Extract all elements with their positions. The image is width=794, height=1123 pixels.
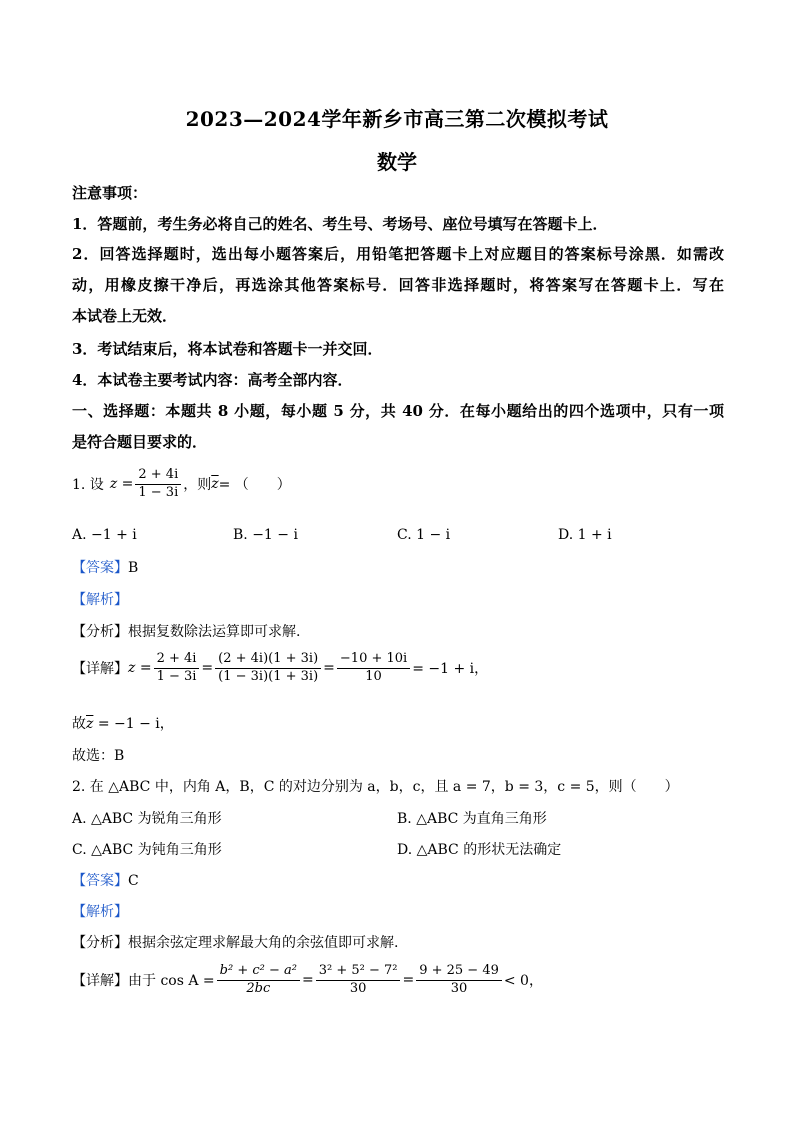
q1-detail-f2-den: (1 − 3i)(1 + 3i) — [218, 668, 319, 684]
q2-detail-fraction-2 — [316, 964, 401, 997]
q2-analysis-row — [72, 901, 128, 921]
q1-fenxi-row — [72, 621, 300, 641]
q2-answer: C — [128, 873, 139, 889]
section-heading-line-2: 是符合题目要求的． — [72, 433, 208, 451]
q1-option-c: C. 1 − i — [397, 527, 451, 543]
q2-answer-row — [72, 870, 139, 890]
q1-option-d: D. 1 + i — [558, 527, 612, 543]
q2-detail-row: 【详解】 由于 cos A = $\frac{\text{b² + c² − a²}}{2bc}$ = $\frac{\text{3² + 5² − 7²}}{30}$ = $\frac{9 + 25 - 49}{30}$ < 0， — [72, 963, 543, 996]
notice-item-1: 1．答题前，考生务必将自己的姓名、考生号、考场号、座位号填写在答题卡上． — [72, 215, 608, 233]
q1-detail-f1-num: 2 + 4i — [154, 652, 200, 669]
q1-detail-tag: 【详解】 — [72, 661, 128, 678]
q1-option-b: B. −1 − i — [233, 527, 298, 543]
notice-item-2-line-1: 2．回答选择题时，选出每小题答案后，用铅笔把答题卡上对应题目的答案标号涂黑．如需改 — [72, 245, 724, 263]
q1-detail-fraction-3 — [337, 652, 410, 685]
q1-option-a: A. −1 + i — [72, 527, 137, 543]
q2-detail-f1-den: 2bc — [246, 980, 271, 996]
q1-zbar: $\overline{z}$ — [211, 476, 219, 493]
q1-gu-row — [72, 713, 174, 733]
q1-fenxi-tag: 【分析】 — [72, 624, 128, 640]
q2-option-b: B. △ABC 为直角三角形 — [397, 811, 547, 827]
q1-answer-tag: 【答案】 — [72, 560, 128, 576]
q2-answer-tag: 【答案】 — [72, 873, 128, 889]
q1-z-lhs: z = — [109, 476, 134, 493]
q2-fenxi-tag: 【分析】 — [72, 935, 128, 951]
q1-detail-f2-num: (2 + 4i)(1 + 3i) — [215, 652, 321, 669]
notice-item-2-line-3: 本试卷上无效． — [72, 307, 178, 325]
q2-detail-lead: 由于 cos A = — [128, 973, 215, 990]
q2-option-c: C. △ABC 为钝角三角形 — [72, 842, 222, 858]
q2-detail-f1-num: b² + c² − a² — [217, 964, 300, 981]
q1-gu-result: = −1 − i， — [93, 716, 174, 732]
q2-option-d: D. △ABC 的形状无法确定 — [397, 842, 562, 858]
q2-detail-f3-den: 30 — [450, 980, 468, 996]
q1-gu-prefix: 故 — [72, 716, 86, 732]
q2-detail-tag: 【详解】 — [72, 973, 128, 990]
q1-analysis-row — [72, 589, 128, 609]
q1-fraction-numerator: 2 + 4i — [135, 468, 181, 485]
q1-answer: B — [128, 560, 139, 576]
notice-item-3: 3．考试结束后，将本试卷和答题卡一并交回． — [72, 340, 383, 358]
q2-detail-fraction-3 — [416, 964, 502, 997]
q2-option-a: A. △ABC 为锐角三角形 — [72, 811, 222, 827]
q1-detail-lhs: z = — [128, 660, 152, 677]
q1-detail-row: 【详解】 z = $\frac{2 + 4i}{1 - 3i}$ = $\frac{(2 + 4i)(1 + 3i)}{(1 - 3i)(1 + 3i)}$ = $\frac{-10 + 10i}{10}$ = −1 + i， — [72, 651, 489, 684]
q2-analysis-tag: 【解析】 — [72, 904, 128, 920]
q2-detail-f2-num: 3² + 5² − 7² — [316, 964, 401, 981]
q2-fenxi: 根据余弦定理求解最大角的余弦值即可求解. — [128, 935, 399, 951]
exam-title: 2023—2024学年新乡市高三第二次模拟考试 — [185, 107, 609, 131]
q1-detail-fraction-2 — [215, 652, 321, 685]
q1-prefix: 1. 设 — [72, 477, 104, 494]
q1-detail-f3-den: 10 — [365, 668, 382, 684]
q1-mid: ，则 — [183, 477, 212, 494]
q1-detail-f1-den: 1 − 3i — [156, 668, 197, 684]
q1-detail-result: = −1 + i， — [412, 661, 489, 678]
q1-choose: 故选：B — [72, 748, 125, 764]
q1-analysis-tag: 【解析】 — [72, 592, 128, 608]
q1-fenxi: 根据复数除法运算即可求解. — [128, 624, 301, 640]
q1-detail-f3-num: −10 + 10i — [337, 652, 410, 669]
q1-answer-row — [72, 557, 138, 577]
q1-gu-zbar: $\overline{z}$ — [86, 716, 94, 732]
q2-detail-fraction-1 — [217, 964, 300, 997]
q2-detail-f2-den: 30 — [349, 980, 367, 996]
q2-fenxi-row — [72, 932, 398, 952]
q1-fraction — [135, 468, 181, 501]
exam-subject: 数学 — [377, 150, 417, 174]
q2-detail-f3-num: 9 + 25 − 49 — [416, 964, 502, 981]
q2-detail-result: < 0， — [503, 973, 543, 990]
q1-suffix: = （ ） — [218, 477, 291, 494]
q1-fraction-denominator: 1 − 3i — [138, 484, 179, 500]
question-2-stem: 2. 在 △ABC 中，内角 A，B，C 的对边分别为 a，b，c，且 a = 7，b = 3，c = 5，则（ ） — [72, 779, 679, 795]
question-1-stem — [72, 468, 291, 501]
q1-detail-fraction-1 — [154, 652, 200, 685]
notice-heading: 注意事项： — [72, 184, 148, 202]
notice-item-4: 4．本试卷主要考试内容：高考全部内容． — [72, 371, 353, 389]
section-heading-line-1: 一、选择题：本题共 8 小题，每小题 5 分，共 40 分．在每小题给出的四个选项中，只有一项 — [72, 402, 724, 420]
notice-item-2-line-2: 动，用橡皮擦干净后，再选涂其他答案标号．回答非选择题时，将答案写在答题卡上．写在 — [72, 276, 724, 294]
